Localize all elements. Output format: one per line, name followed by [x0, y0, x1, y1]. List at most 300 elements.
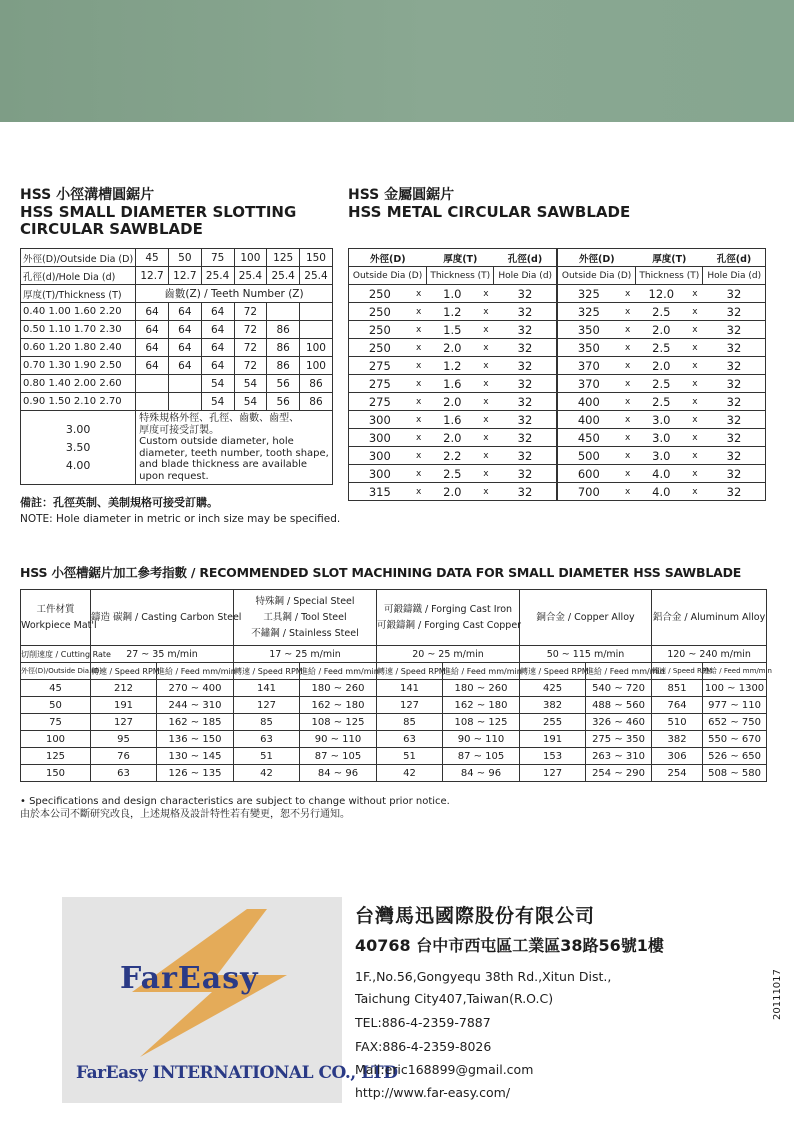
teeth-cell: 64: [201, 339, 234, 357]
hole-dia-cell: 32: [494, 447, 557, 465]
thickness-cell: 2.5: [427, 465, 478, 483]
address-en-1: 1F.,No.56,Gongyequ 38th Rd.,Xitun Dist.,: [355, 969, 612, 984]
machining-data-table: [20, 589, 772, 782]
times-sign: x: [687, 321, 703, 339]
metal-sawblade-rows: [349, 285, 766, 501]
times-sign: x: [687, 285, 703, 303]
speed-cell: 42: [377, 765, 443, 782]
col-header: 厚度(T): [427, 249, 494, 267]
material-line: 不鏽鋼 / Stainless Steel: [251, 627, 359, 639]
times-sign: x: [620, 393, 636, 411]
teeth-cell: [168, 393, 201, 411]
table-row: [349, 465, 766, 483]
col-header: 厚度(T): [636, 249, 703, 267]
feed-cell: 488 ~ 560: [586, 697, 652, 714]
times-sign: x: [620, 339, 636, 357]
hole-dia-cell: 25.4: [201, 267, 234, 285]
hole-dia-cell: 32: [494, 321, 557, 339]
times-sign: x: [478, 339, 494, 357]
feed-cell: 326 ~ 460: [586, 714, 652, 731]
spec-note-zh: 由於本公司不斷研究改良，上述規格及設計特性若有變更，恕不另行通知。: [20, 809, 350, 820]
hole-dia-cell: 25.4: [234, 267, 267, 285]
times-sign: x: [411, 321, 427, 339]
hole-dia-cell: 32: [494, 303, 557, 321]
section2-title: [348, 187, 630, 221]
thickness-cell: 2.5: [636, 393, 687, 411]
times-sign: x: [687, 483, 703, 501]
speed-cell: 191: [520, 731, 586, 748]
hole-dia-cell: 32: [703, 321, 766, 339]
feed-label: 進給 / Feed mm/min: [443, 663, 520, 680]
thickness-cell: 3.0: [636, 447, 687, 465]
teeth-cell: 54: [234, 393, 267, 411]
times-sign: x: [687, 393, 703, 411]
table-row: [349, 447, 766, 465]
remark-zh: 備註：孔徑英制、美制規格可接受訂購。: [20, 496, 218, 509]
speed-cell: 85: [234, 714, 300, 731]
thickness-cell: 2.0: [427, 429, 478, 447]
speed-cell: 141: [377, 680, 443, 697]
dia-cell: 75: [21, 714, 91, 731]
times-sign: x: [687, 357, 703, 375]
outside-dia-cell: 45: [136, 249, 169, 267]
cutting-rate-cell: 17 ~ 25 m/min: [234, 646, 377, 663]
hole-dia-cell: 32: [494, 375, 557, 393]
feed-cell: 180 ~ 260: [300, 680, 377, 697]
times-sign: x: [411, 483, 427, 501]
table-row: [21, 731, 767, 748]
teeth-cell: 64: [136, 303, 169, 321]
feed-cell: 84 ~ 96: [300, 765, 377, 782]
hole-dia-cell: 32: [494, 393, 557, 411]
times-sign: x: [411, 357, 427, 375]
feed-cell: 100 ~ 1300: [703, 680, 767, 697]
speed-cell: 254: [652, 765, 703, 782]
outside-dia-cell: 250: [349, 321, 411, 339]
feed-cell: 90 ~ 110: [443, 731, 520, 748]
custom-spec-en-2: diameter, teeth number, tooth shape,: [139, 447, 329, 459]
hole-dia-cell: 32: [703, 339, 766, 357]
speed-cell: 425: [520, 680, 586, 697]
thickness-cell: 0.70 1.30 1.90 2.50: [21, 357, 136, 375]
thickness-cell: 0.40 1.00 1.60 2.20: [21, 303, 136, 321]
table-row: [349, 357, 766, 375]
hole-dia-cell: 32: [703, 483, 766, 501]
extra-thickness-cell: [21, 411, 136, 485]
speed-cell: 764: [652, 697, 703, 714]
table-row: [349, 393, 766, 411]
outside-dia-cell: 450: [557, 429, 620, 447]
material-header: [234, 590, 377, 646]
hole-dia-cell: 32: [703, 357, 766, 375]
times-sign: x: [620, 285, 636, 303]
col-header-en: Thickness (T): [427, 267, 494, 285]
table-row: [21, 357, 333, 375]
speed-cell: 85: [377, 714, 443, 731]
feed-cell: 550 ~ 670: [703, 731, 767, 748]
extra-thickness: 3.00: [65, 422, 91, 436]
thickness-cell: 1.0: [427, 285, 478, 303]
feed-label: 進給 / Feed mm/min: [703, 663, 767, 680]
section2-title-zh: HSS 金屬圓鋸片: [348, 187, 455, 203]
times-sign: x: [478, 483, 494, 501]
speed-cell: 51: [377, 748, 443, 765]
teeth-cell: 86: [267, 339, 300, 357]
outside-dia-cell: 50: [168, 249, 201, 267]
table-row: [21, 393, 333, 411]
custom-spec-en-1: Custom outside diameter, hole: [139, 436, 294, 447]
small-diameter-table: [20, 248, 333, 485]
logo-panel: [62, 897, 398, 1103]
times-sign: x: [620, 357, 636, 375]
teeth-cell: 64: [201, 321, 234, 339]
teeth-label: 齒數(Z) / Teeth Number (Z): [136, 285, 333, 303]
times-sign: x: [620, 429, 636, 447]
thickness-cell: 4.0: [636, 465, 687, 483]
thickness-cell: 2.5: [636, 303, 687, 321]
mail: Mail:eric168899@gmail.com: [355, 1062, 534, 1077]
feed-cell: 275 ~ 350: [586, 731, 652, 748]
col-header-en: Outside Dia (D): [557, 267, 636, 285]
speed-cell: 306: [652, 748, 703, 765]
times-sign: x: [687, 303, 703, 321]
teeth-cell: 64: [168, 321, 201, 339]
teeth-cell: 72: [234, 357, 267, 375]
times-sign: x: [411, 411, 427, 429]
workpiece-header-zh: 工件材質: [36, 603, 75, 615]
outside-dia-cell: 300: [349, 429, 411, 447]
teeth-cell: [267, 303, 300, 321]
speed-cell: 63: [234, 731, 300, 748]
times-sign: x: [620, 483, 636, 501]
thickness-cell: 2.5: [636, 375, 687, 393]
table-row: [21, 714, 767, 731]
outside-dia-cell: 250: [349, 285, 411, 303]
thickness-cell: 2.0: [427, 393, 478, 411]
hole-dia-cell: 32: [703, 375, 766, 393]
thickness-cell: 0.60 1.20 1.80 2.40: [21, 339, 136, 357]
feed-cell: 130 ~ 145: [157, 748, 234, 765]
table-row: [21, 375, 333, 393]
material-line: 特殊鋼 / Special Steel: [255, 595, 355, 607]
material-line: 可鍛鑄鐵 / Forging Cast Iron: [383, 603, 513, 615]
custom-spec-en-4: upon request.: [139, 470, 209, 482]
company-info: [355, 901, 755, 1107]
material-line: 銅合金 / Copper Alloy: [536, 611, 635, 623]
speed-cell: 63: [377, 731, 443, 748]
thickness-cell: 2.0: [427, 483, 478, 501]
outside-dia-cell: 125: [267, 249, 300, 267]
speed-cell: 191: [91, 697, 157, 714]
times-sign: x: [620, 411, 636, 429]
thickness-cell: 2.0: [427, 339, 478, 357]
material-line: 鑄造 碳鋼 / Casting Carbon Steel: [91, 611, 242, 623]
teeth-cell: 56: [267, 375, 300, 393]
speed-label: 轉速 / Speed RPM: [91, 663, 157, 680]
material-header: [377, 590, 520, 646]
times-sign: x: [478, 303, 494, 321]
outside-dia-cell: 275: [349, 357, 411, 375]
material-header: [91, 590, 242, 646]
logo-wordmark: FarEasy: [120, 961, 259, 996]
teeth-cell: 54: [234, 375, 267, 393]
speed-cell: 510: [652, 714, 703, 731]
machining-data-rows: [21, 680, 767, 782]
speed-cell: 382: [652, 731, 703, 748]
thickness-cell: 1.5: [427, 321, 478, 339]
outside-dia-cell: 400: [557, 393, 620, 411]
teeth-cell: 64: [201, 357, 234, 375]
table-row: [349, 429, 766, 447]
feed-cell: 162 ~ 180: [300, 697, 377, 714]
teeth-cell: [300, 321, 333, 339]
times-sign: x: [411, 447, 427, 465]
outside-dia-cell: 100: [234, 249, 267, 267]
speed-cell: 255: [520, 714, 586, 731]
feed-cell: 108 ~ 125: [300, 714, 377, 731]
col-header: 孔徑(d): [703, 249, 766, 267]
feed-cell: 108 ~ 125: [443, 714, 520, 731]
times-sign: x: [411, 285, 427, 303]
table-row: [21, 339, 333, 357]
col-header-en: Thickness (T): [636, 267, 703, 285]
outside-dia-cell: 250: [349, 303, 411, 321]
col-header-en: Outside Dia (D): [349, 267, 427, 285]
dia-cell: 150: [21, 765, 91, 782]
teeth-cell: 100: [300, 339, 333, 357]
times-sign: x: [478, 285, 494, 303]
speed-label: 轉速 / Speed RPM: [520, 663, 586, 680]
teeth-cell: 72: [234, 321, 267, 339]
times-sign: x: [620, 375, 636, 393]
teeth-cell: 86: [300, 393, 333, 411]
speed-cell: 127: [234, 697, 300, 714]
hole-dia-cell: 32: [703, 393, 766, 411]
speed-cell: 127: [91, 714, 157, 731]
times-sign: x: [478, 429, 494, 447]
outside-dia-cell: 325: [557, 303, 620, 321]
address-zh: 40768 台中市西屯區工業區38路56號1樓: [355, 936, 664, 955]
hole-dia-cell: 32: [494, 357, 557, 375]
thickness-cell: 2.5: [636, 339, 687, 357]
hole-dia-cell: 32: [703, 411, 766, 429]
logo-company-name: FarEasy INTERNATIONAL CO., LTD: [76, 1063, 398, 1083]
table-row: [349, 285, 766, 303]
times-sign: x: [411, 303, 427, 321]
feed-cell: 270 ~ 400: [157, 680, 234, 697]
table-row: [21, 697, 767, 714]
teeth-cell: 56: [267, 393, 300, 411]
cutting-rate-cell: 27 ~ 35 m/min: [91, 646, 234, 663]
thickness-cell: 3.0: [636, 429, 687, 447]
times-sign: x: [478, 321, 494, 339]
feed-cell: 244 ~ 310: [157, 697, 234, 714]
workpiece-header-en: Workpiece Mat'l: [21, 619, 97, 631]
website-link[interactable]: http://www.far-easy.com/: [355, 1085, 511, 1100]
material-line: 鋁合金 / Aluminum Alloy: [652, 611, 766, 623]
speed-cell: 76: [91, 748, 157, 765]
feed-cell: 180 ~ 260: [443, 680, 520, 697]
table-row: [349, 321, 766, 339]
teeth-cell: 72: [234, 339, 267, 357]
feed-cell: 540 ~ 720: [586, 680, 652, 697]
feed-label: 進給 / Feed mm/min: [586, 663, 652, 680]
times-sign: x: [687, 465, 703, 483]
outside-dia-cell: 300: [349, 411, 411, 429]
times-sign: x: [411, 465, 427, 483]
table-row: [21, 680, 767, 697]
outside-dia-cell: 275: [349, 393, 411, 411]
col-header: 外徑(D): [349, 249, 427, 267]
extra-thickness: 3.50: [65, 440, 91, 454]
col-header-en: Hole Dia (d): [703, 267, 766, 285]
custom-spec-en-3: and blade thickness are available: [139, 459, 307, 470]
hole-dia-cell: 32: [703, 429, 766, 447]
section3-title: HSS 小徑槽鋸片加工參考指數 / RECOMMENDED SLOT MACHINING DATA FOR SMALL DIAMETER HSS SAWBLADE: [20, 565, 742, 580]
feed-cell: 136 ~ 150: [157, 731, 234, 748]
teeth-cell: [300, 303, 333, 321]
table-row: [349, 339, 766, 357]
teeth-cell: 86: [267, 321, 300, 339]
speed-cell: 153: [520, 748, 586, 765]
feed-cell: 87 ~ 105: [443, 748, 520, 765]
speed-cell: 63: [91, 765, 157, 782]
hole-dia-cell: 25.4: [267, 267, 300, 285]
speed-label: 轉速 / Speed RPM: [377, 663, 443, 680]
times-sign: x: [620, 447, 636, 465]
hole-dia-cell: 32: [494, 339, 557, 357]
thickness-cell: 1.2: [427, 357, 478, 375]
teeth-cell: 64: [201, 303, 234, 321]
dia-cell: 125: [21, 748, 91, 765]
dia-cell: 50: [21, 697, 91, 714]
teeth-cell: 72: [234, 303, 267, 321]
feed-cell: 84 ~ 96: [443, 765, 520, 782]
hole-dia-cell: 25.4: [300, 267, 333, 285]
thickness-cell: 2.0: [636, 321, 687, 339]
table-row: [349, 483, 766, 501]
col-header: 外徑(D): [557, 249, 636, 267]
outside-dia-cell: 75: [201, 249, 234, 267]
custom-spec-zh-1: 特殊規格外徑、孔徑、齒數、齒型、: [139, 413, 300, 424]
col-header-en: Hole Dia (d): [494, 267, 557, 285]
section1-title-en-2: CIRCULAR SAWBLADE: [20, 220, 203, 238]
outside-dia-cell: 250: [349, 339, 411, 357]
speed-cell: 141: [234, 680, 300, 697]
custom-spec-cell: [136, 411, 333, 485]
outside-dia-cell: 150: [300, 249, 333, 267]
metal-sawblade-table: [348, 248, 766, 501]
thickness-cell: 0.50 1.10 1.70 2.30: [21, 321, 136, 339]
extra-thickness: 4.00: [65, 458, 91, 472]
feed-cell: 90 ~ 110: [300, 731, 377, 748]
times-sign: x: [478, 375, 494, 393]
outside-dia-cell: 350: [557, 321, 620, 339]
teeth-cell: [168, 375, 201, 393]
times-sign: x: [687, 429, 703, 447]
times-sign: x: [411, 429, 427, 447]
speed-cell: 42: [234, 765, 300, 782]
hole-dia-cell: 32: [703, 303, 766, 321]
times-sign: x: [620, 465, 636, 483]
workpiece-header: [21, 590, 97, 646]
feed-cell: 162 ~ 180: [443, 697, 520, 714]
section1-title-zh: HSS 小徑溝槽圓鋸片: [20, 187, 155, 203]
section2-title-en: HSS METAL CIRCULAR SAWBLADE: [348, 203, 631, 221]
outside-dia-cell: 325: [557, 285, 620, 303]
company-name-zh: 台灣馬迅國際股份有限公司: [355, 905, 596, 927]
teeth-cell: 86: [300, 375, 333, 393]
hole-dia-cell: 32: [703, 447, 766, 465]
teeth-cell: 64: [136, 357, 169, 375]
thickness-cell: 1.2: [427, 303, 478, 321]
speed-cell: 127: [377, 697, 443, 714]
hole-dia-cell: 32: [494, 483, 557, 501]
outside-dia-cell: 600: [557, 465, 620, 483]
teeth-cell: 64: [168, 357, 201, 375]
spec-note-en: • Specifications and design characteristics are subject to change without prior notice.: [20, 796, 450, 807]
times-sign: x: [411, 339, 427, 357]
teeth-cell: 54: [201, 375, 234, 393]
thickness-cell: 1.6: [427, 375, 478, 393]
hole-dia-cell: 32: [494, 429, 557, 447]
table-row: [21, 303, 333, 321]
dia-cell: 45: [21, 680, 91, 697]
times-sign: x: [687, 411, 703, 429]
custom-spec-zh-2: 厚度可接受訂製。: [139, 424, 220, 436]
hole-dia-label: 孔徑(d)/Hole Dia (d): [21, 267, 136, 285]
times-sign: x: [687, 375, 703, 393]
table-row: [349, 411, 766, 429]
speed-cell: 95: [91, 731, 157, 748]
cutting-rate-cell: 50 ~ 115 m/min: [520, 646, 652, 663]
outside-dia-cell: 500: [557, 447, 620, 465]
hole-dia-cell: 12.7: [136, 267, 169, 285]
dia-label: 外徑(D)/Outside Dia.(D): [21, 663, 91, 680]
feed-cell: 87 ~ 105: [300, 748, 377, 765]
thickness-cell: 4.0: [636, 483, 687, 501]
material-line: 可鍛鑄鋼 / Forging Cast Copper: [377, 619, 522, 631]
table-row: [21, 765, 767, 782]
feed-cell: 126 ~ 135: [157, 765, 234, 782]
hole-dia-cell: 32: [494, 411, 557, 429]
speed-cell: 212: [91, 680, 157, 697]
times-sign: x: [620, 303, 636, 321]
times-sign: x: [478, 465, 494, 483]
thickness-cell: 3.0: [636, 411, 687, 429]
outside-dia-cell: 700: [557, 483, 620, 501]
col-header: 孔徑(d): [494, 249, 557, 267]
teeth-cell: [136, 375, 169, 393]
teeth-cell: 64: [168, 339, 201, 357]
times-sign: x: [411, 393, 427, 411]
outside-dia-cell: 275: [349, 375, 411, 393]
feed-cell: 977 ~ 110: [703, 697, 767, 714]
times-sign: x: [411, 375, 427, 393]
table-row: [21, 748, 767, 765]
speed-cell: 51: [234, 748, 300, 765]
feed-cell: 162 ~ 185: [157, 714, 234, 731]
times-sign: x: [478, 411, 494, 429]
hole-dia-cell: 32: [494, 285, 557, 303]
address-en-2: Taichung City407,Taiwan(R.O.C): [355, 991, 554, 1006]
times-sign: x: [478, 393, 494, 411]
teeth-cell: [136, 393, 169, 411]
dia-cell: 100: [21, 731, 91, 748]
speed-label: 轉速 / Speed RPM: [652, 663, 703, 680]
feed-label: 進給 / Feed mm/min: [157, 663, 234, 680]
table-row: [349, 303, 766, 321]
